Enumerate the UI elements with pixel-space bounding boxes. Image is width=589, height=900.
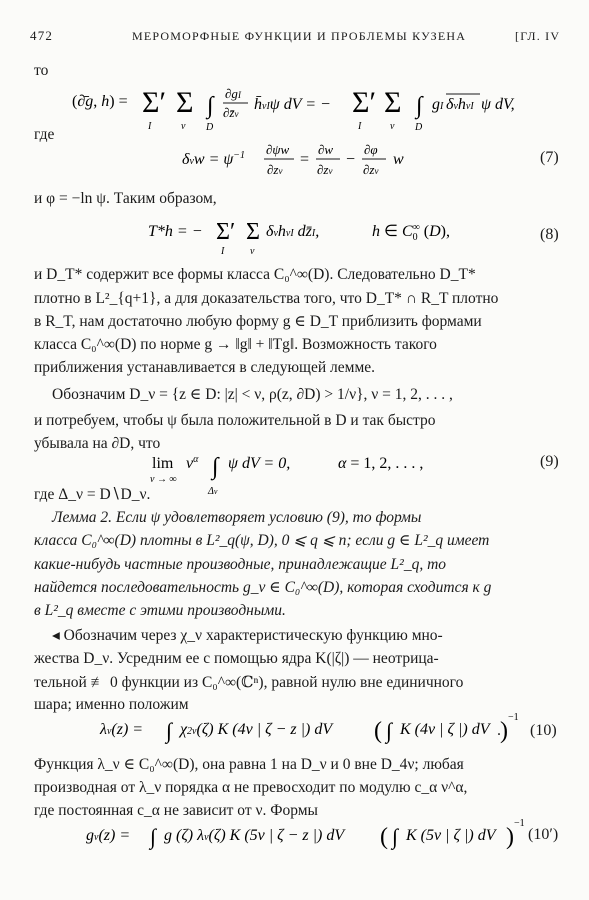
running-title: МЕРОМОРФНЫЕ ФУНКЦИИ И ПРОБЛЕМЫ КУЗЕНА xyxy=(132,29,467,43)
text-line: класса C₀^∞(D) по норме g → ‖g‖ + ‖Tg‖. Возможность такого xyxy=(34,336,437,353)
equation-number-7: (7) xyxy=(540,149,559,166)
svg-text:χ2ν(ζ) K (4ν | ζ − z |) dV: χ2ν(ζ) K (4ν | ζ − z |) dV xyxy=(180,721,333,738)
svg-text:D: D xyxy=(415,122,423,133)
svg-text:−1: −1 xyxy=(508,712,519,723)
text-line: где постоянная c_α не зависит от ν. Формы xyxy=(34,802,318,819)
svg-text:): ) xyxy=(500,718,508,744)
equation-number-9: (9) xyxy=(540,453,559,470)
svg-text:∫: ∫ xyxy=(392,824,399,849)
svg-text:λν(z) =: λν(z) = xyxy=(100,721,144,738)
text-line: убывала на ∂D, что xyxy=(34,435,161,452)
equation-10-period: . xyxy=(497,722,501,739)
text-line: шара; именно положим xyxy=(34,696,189,713)
svg-text:ν: ν xyxy=(181,121,186,132)
svg-text:K (4ν | ζ |) dV: K (4ν | ζ |) dV xyxy=(400,721,490,738)
svg-text:ν → ∞: ν → ∞ xyxy=(150,474,177,485)
equation-10-prime xyxy=(84,814,534,856)
text-line: Обозначим D_ν = {z ∈ D: |z| < ν, ρ(z, ∂D) > 1/ν}, ν = 1, 2, . . . , xyxy=(52,386,453,403)
text-line: жества D_ν. Усредним ее с помощью ядра K(|ζ|) — неотрица- xyxy=(34,650,439,667)
svg-text:Σ: Σ xyxy=(246,219,260,245)
text-line: плотно в L²_{q+1}, а для доказательства того, что D_T* ∩ R_T плотно xyxy=(34,290,499,307)
svg-text:(: ( xyxy=(374,718,382,744)
svg-text:∂zν: ∂zν xyxy=(267,162,283,177)
text-line: и φ = −ln ψ. Таким образом, xyxy=(34,190,217,207)
text-line: в R_T, нам достаточно любую форму g ∈ D_T приблизить формами xyxy=(34,313,482,330)
svg-text:(∂̄g, h) =: (∂̄g, h) = xyxy=(72,93,128,110)
svg-text:∂ψw: ∂ψw xyxy=(266,142,290,157)
svg-text:δνhνI: δνhνI xyxy=(446,96,474,113)
text-line: приближения устанавливается в следующей лемме. xyxy=(34,359,376,376)
svg-text:w: w xyxy=(393,151,404,168)
svg-text:D: D xyxy=(206,122,214,133)
text-line: производная от λ_ν порядка α не превосходит по модулю c_α ν^α, xyxy=(34,779,468,796)
text-line: тельной ≢ 0 функции из C₀^∞(ℂⁿ), равной нулю вне единичного xyxy=(34,674,464,691)
svg-text:Σ′: Σ′ xyxy=(216,219,236,245)
svg-text:Σ: Σ xyxy=(176,86,194,119)
text-line: и потребуем, чтобы ψ была положительной в D и так быстро xyxy=(34,412,436,429)
svg-text:−: − xyxy=(346,151,356,168)
svg-text:gI: gI xyxy=(432,96,444,113)
equation-10 xyxy=(98,708,528,750)
svg-text:∂φ: ∂φ xyxy=(364,142,378,157)
svg-text:g (ζ) λν(ζ) K (5ν | ζ − z |) d: g (ζ) λν(ζ) K (5ν | ζ − z |) dV xyxy=(164,827,345,844)
svg-text:I: I xyxy=(148,121,152,132)
svg-text:δνhνI dz̄I,: δνhνI dz̄I, xyxy=(266,223,320,240)
text-line: ◂ Обозначим через χ_ν характеристическую функцию мно- xyxy=(52,627,443,644)
equation-number-8: (8) xyxy=(540,226,559,243)
svg-text:∫: ∫ xyxy=(386,718,393,743)
equation-inner-product xyxy=(60,82,530,142)
svg-text:(: ( xyxy=(380,824,388,850)
svg-text:Σ′: Σ′ xyxy=(142,86,167,119)
svg-text:Σ′: Σ′ xyxy=(352,86,377,119)
svg-text:h̄νIψ dV = −: h̄νIψ dV = − xyxy=(254,96,331,113)
svg-text:K (5ν | ζ |) dV: K (5ν | ζ |) dV xyxy=(406,827,496,844)
word-gde: где xyxy=(34,126,55,143)
svg-text:∂gI: ∂gI xyxy=(225,86,241,101)
svg-text:∂w: ∂w xyxy=(318,142,334,157)
svg-text:∫: ∫ xyxy=(166,718,173,743)
lemma-2-heading: Лемма 2. Если ψ удовлетворяет условию (9), то формы xyxy=(52,509,422,526)
svg-text:ψ dV,: ψ dV, xyxy=(481,96,515,113)
text-line: Функция λ_ν ∈ C₀^∞(D), она равна 1 на D_ν и 0 вне D_4ν; любая xyxy=(34,756,464,773)
svg-text:gν(z) =: gν(z) = xyxy=(86,827,131,844)
svg-text:−1: −1 xyxy=(514,818,525,829)
svg-text:∂z̄ν: ∂z̄ν xyxy=(223,105,239,120)
svg-text:∈ C0∞ (D),: ∈ $C_0\infty$ (D), xyxy=(384,222,450,243)
svg-text:): ) xyxy=(506,824,514,850)
equation-9 xyxy=(150,448,450,500)
svg-text:ν: ν xyxy=(390,121,395,132)
svg-text:I: I xyxy=(221,246,225,257)
svg-text:Δν: Δν xyxy=(208,486,218,497)
text-line: найдется последовательность g_ν ∈ C₀^∞(D), которая сходится к g xyxy=(34,579,492,596)
equation-number-10-prime: (10′) xyxy=(528,826,559,843)
svg-text:να: $\nu^\alpha$ xyxy=(186,454,199,472)
svg-text:=: = xyxy=(300,151,310,168)
word-to: то xyxy=(34,62,49,79)
svg-text:Σ: Σ xyxy=(384,86,402,119)
equation-7 xyxy=(180,140,420,182)
svg-text:I: I xyxy=(358,121,362,132)
text-line: и D_T* содержит все формы класса C₀^∞(D). Следовательно D_T* xyxy=(34,266,476,283)
text-line: где Δ_ν = D∖D_ν. xyxy=(34,486,151,503)
svg-text:h: h xyxy=(372,223,380,240)
svg-text:∫: ∫ xyxy=(212,454,219,480)
svg-text:∫: ∫ xyxy=(150,824,157,849)
text-line: класса C₀^∞(D) плотны в L²_q(ψ, D), 0 ⩽ q ⩽ n; если g ∈ L²_q имеет xyxy=(34,532,490,549)
chapter-label: [ГЛ. IV xyxy=(515,29,561,43)
svg-text:ν: ν xyxy=(250,246,255,257)
svg-text:∫: ∫ xyxy=(207,93,214,119)
text-line: в L²_q вместе с этими производными. xyxy=(34,602,286,619)
svg-text:T*h = −: T*h = − xyxy=(148,223,203,240)
svg-text:δνw = ψ−1: $\delta\nu w = \psi^{-1}$ xyxy=(182,150,246,168)
equation-8 xyxy=(148,212,478,258)
svg-text:∫: ∫ xyxy=(416,93,423,119)
svg-text:lim: lim xyxy=(152,455,174,472)
equation-number-10: (10) xyxy=(530,722,557,739)
svg-text:ψ dV = 0,: ψ dV = 0, xyxy=(228,455,291,472)
text-line: какие-нибудь частные производные, принадлежащие L²_q, то xyxy=(34,556,447,573)
page-number: 472 xyxy=(30,28,54,43)
svg-text:∂zν: ∂zν xyxy=(363,162,379,177)
svg-text:∂zν: ∂zν xyxy=(317,162,333,177)
svg-text:α = 1, 2, . . . ,: α = 1, 2, . . . , xyxy=(338,455,424,472)
